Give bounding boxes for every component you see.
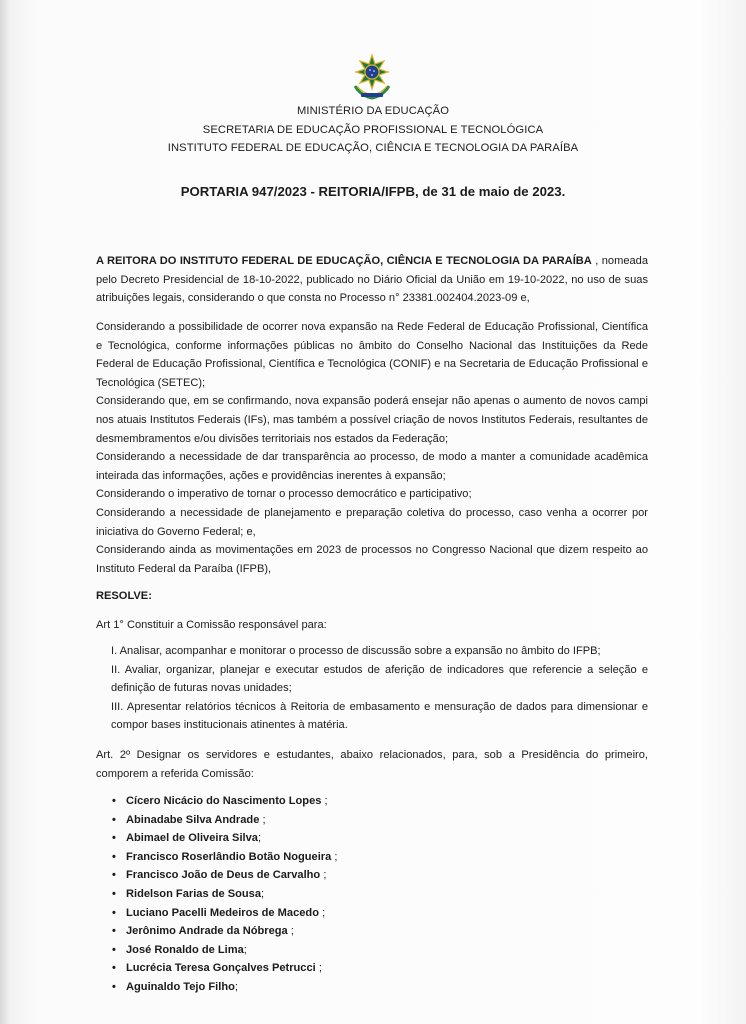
- consideration-paragraph: Considerando que, em se confirmando, nova expansão poderá ensejar não apenas o aumento de novos campi nos atuais Institutos Federais (IFs), mas também a possível criação de novos Institutos Federais, resultantes de desmembramentos e/ou divisões territoriais nos estados da Federação;: [96, 395, 648, 445]
- article-1-item: II. Avaliar, organizar, planejar e executar estudos de aferição de indicadores que referencie a seleção e definição de futuras novas unidades;: [111, 663, 648, 695]
- brazil-coat-of-arms-icon: [347, 52, 397, 102]
- article-1-item: I. Analisar, acompanhar e monitorar o processo de discussão sobre a expansão no âmbito do IFPB;: [111, 645, 601, 657]
- list-item: [112, 904, 337, 923]
- member-name: Francisco João de Deus de Carvalho: [126, 869, 321, 882]
- member-name: Lucrécia Teresa Gonçalves Petrucci: [126, 962, 316, 975]
- member-suffix: ;: [243, 943, 247, 956]
- considerations-block: [96, 318, 648, 578]
- list-item: [112, 866, 337, 885]
- member-suffix: ;: [322, 906, 326, 919]
- member-name: Cícero Nicácio do Nascimento Lopes: [126, 795, 322, 807]
- list-item: [112, 811, 337, 830]
- committee-members-list: [112, 792, 337, 997]
- list-item: [112, 829, 337, 848]
- ministry-name: MINISTÉRIO DA EDUCAÇÃO: [296, 105, 449, 117]
- member-name: Abimael de Oliveira Silva: [126, 832, 258, 845]
- list-item: [112, 922, 337, 941]
- list-item: [112, 978, 337, 997]
- secretariat-name: SECRETARIA DE EDUCAÇÃO PROFISSIONAL E TECNOLÓGICA: [202, 123, 544, 136]
- member-suffix: ;: [257, 832, 262, 845]
- list-item: [112, 885, 337, 904]
- resolve-heading: RESOLVE:: [96, 590, 152, 602]
- intro-paragraph: [96, 252, 648, 308]
- list-item: [112, 792, 337, 811]
- member-name: Ridelson Farias de Sousa: [126, 887, 262, 900]
- intro-text: , nomeada pelo Decreto Presidencial de 18-10-2022, publicado no Diário Oficial da União em 19-10-2022, no uso de suas atribuições legais, considerando o que consta no Processo n° 23381.002404.2023-09 e,: [96, 255, 649, 305]
- article-2: Art. 2º Designar os servidores e estudantes, abaixo relacionados, para, sob a Presidência do primeiro, comporem a referida Comissão:: [96, 749, 648, 780]
- member-suffix: ;: [234, 980, 238, 993]
- article-1: Art 1° Constituir a Comissão responsável para:: [96, 619, 327, 631]
- list-item: [112, 959, 337, 978]
- consideration-paragraph: Considerando a necessidade de planejamento e preparação coletiva do processo, caso venha a ocorrer por iniciativa do Governo Federal; e,: [96, 506, 648, 538]
- consideration-paragraph: Considerando a necessidade de dar transparência ao processo, de modo a manter a comunidade acadêmica inteirada das informações, ações e providências inerentes à expansão;: [96, 451, 648, 482]
- consideration-paragraph: Considerando o imperativo de tornar o processo democrático e participativo;: [96, 488, 472, 501]
- member-suffix: ;: [334, 850, 338, 863]
- member-suffix: ;: [324, 795, 328, 807]
- article-1-item: III. Apresentar relatórios técnicos à Reitoria de embasamento e mensuração de dados para dimensionar e compor bases institucionais atinentes à matéria.: [111, 700, 648, 732]
- member-suffix: ;: [261, 887, 265, 900]
- article-1-items: [111, 642, 648, 735]
- document-title: PORTARIA 947/2023 - REITORIA/IFPB, de 31 de maio de 2023.: [180, 184, 566, 199]
- member-suffix: ;: [290, 925, 294, 938]
- member-name: Luciano Pacelli Medeiros de Macedo: [126, 906, 319, 919]
- member-suffix: ;: [323, 869, 327, 882]
- document-header: [0, 102, 746, 158]
- consideration-paragraph: Considerando a possibilidade de ocorrer nova expansão na Rede Federal de Educação Profissional, Científica e Tecnológica, conforme informações públicas no âmbito do Conselho Nacional das Instituições da Rede Federal de Educação Profissional, Científica e Tecnológica (CONIF) e na Secretaria de Educação Profissional e Tecnológica (SETEC);: [96, 321, 648, 389]
- institute-name: INSTITUTO FEDERAL DE EDUCAÇÃO, CIÊNCIA E TECNOLOGIA DA PARAÍBA: [167, 142, 579, 154]
- member-suffix: ;: [262, 813, 266, 826]
- member-name: Aguinaldo Tejo Filho: [126, 980, 235, 993]
- member-name: Abinadabe Silva Andrade: [126, 813, 260, 826]
- member-name: José Ronaldo de Lima: [126, 943, 244, 956]
- member-name: Jerônimo Andrade da Nóbrega: [126, 925, 288, 938]
- member-name: Francisco Roserlândio Botão Nogueira: [126, 850, 332, 863]
- list-item: [112, 848, 337, 867]
- intro-lead: A REITORA DO INSTITUTO FEDERAL DE EDUCAÇÃO, CIÊNCIA E TECNOLOGIA DA PARAÍBA: [96, 255, 592, 267]
- consideration-paragraph: Considerando ainda as movimentações em 2023 de processos no Congresso Nacional que dizem respeito ao Instituto Federal da Paraíba (IFPB),: [96, 544, 648, 575]
- member-suffix: ;: [318, 962, 322, 975]
- list-item: [112, 941, 337, 960]
